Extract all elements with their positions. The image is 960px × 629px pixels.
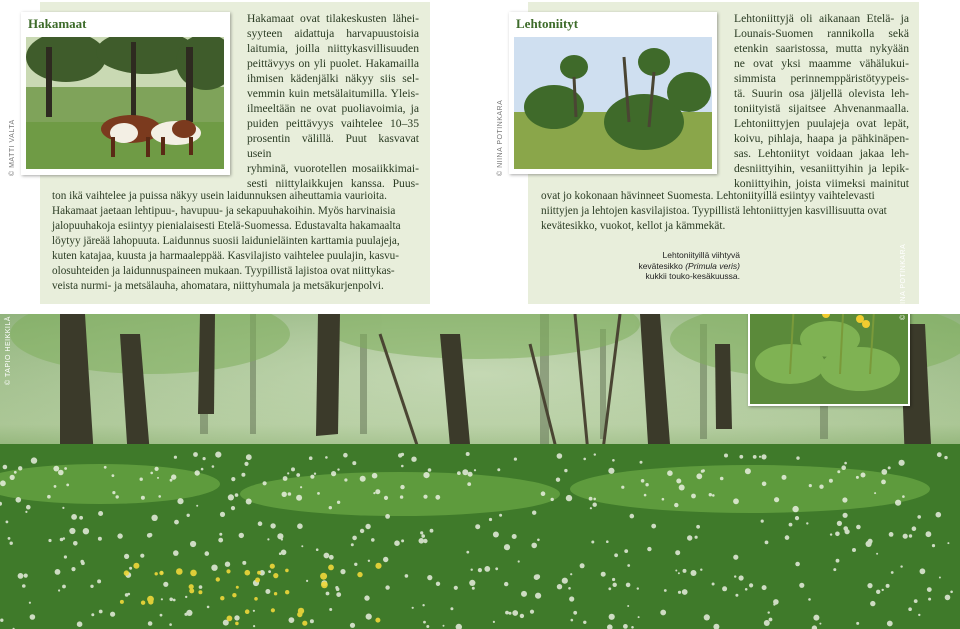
text-line: ryhminä, vuorotellen mosaiikkimai-: [247, 162, 419, 175]
lehtoniityt-wrapped-text: [734, 11, 909, 191]
text-line: ton ikä vaihtelee ja puissa näkyy usein laidunnuksen aiheuttamia vaurioita.: [52, 190, 387, 202]
text-line: veista nurmi- ja metsälauha, ahomatara, niittyhumala ja metsäkurjenpolvi.: [52, 280, 384, 292]
text-line: ovat jo kokonaan hävinneet Suomesta. Lehtoniityillä esiintyy vaihtelevasti: [541, 190, 875, 202]
caption-line: Lehtoniityillä viihtyvä: [662, 250, 740, 260]
text-line: ne ovat yksi maamme vähälukui-: [734, 57, 909, 70]
lehtoniityt-photo-credit: © NIINA POTINKARA: [497, 99, 504, 176]
cattle-photo: [26, 37, 224, 169]
caption-line: kevätesikko (Primula veris): [638, 260, 740, 271]
text-line: ihmisen kädenjälki näkyy siis sel-: [247, 72, 419, 85]
primula-photo-credit: © NIINA POTINKARA: [900, 243, 907, 320]
hakamaat-title: Hakamaat: [28, 16, 87, 31]
text-line: toniityistä sijaitsee Ahvenanmaalla.: [734, 102, 909, 115]
text-line: kuten katajaa, kuusta ja harmaaleppää. Kasvilajisto vaihtelee puulajin, kasvu-: [52, 250, 399, 262]
text-line: Hakamaat ovat tilakeskusten lähei-: [247, 12, 419, 25]
text-line: simmista perinnemppäristötyypeis-: [734, 72, 909, 85]
text-line: laitumia, joilla niittykasvillisuuden: [247, 42, 419, 55]
hakamaat-photo-credit: © MATTI VALTA: [9, 119, 16, 176]
text-line: etenkin saaristossa, mutta nykyään: [734, 42, 909, 55]
hakamaat-wrapped-text: [247, 11, 419, 191]
text-line: olosuhteiden ja laidunnuspaineen mukaan. Tyypillistä lajistoa ovat niittykas-: [52, 265, 395, 277]
text-line: sas. Lehtoniityt voidaan jakaa leh-: [734, 147, 909, 160]
forest-photo-credit: © TAPIO HEIKKILÄ: [5, 316, 12, 385]
text-line: koniittyihin, joista viimeksi mainitut: [734, 177, 909, 190]
text-line: Lehtoniittyjä oli aikanaan Etelä- ja: [734, 12, 909, 25]
text-line: syyteen aidattuja harvapuustoisia: [247, 27, 419, 40]
text-line: niittyjen ja lehtojen kasvilajistoa. Tyypillistä lehtoniittyjen kasvillisuutta ovat: [541, 205, 887, 217]
primula-photo-card: [748, 314, 910, 406]
text-line: sesti niittylaikkujen kanssa. Puus-: [247, 177, 419, 190]
text-line: peittävyys on yli puolet. Hakamailla: [247, 57, 419, 70]
lehtoniityt-full-text: [541, 189, 913, 234]
text-line: koivu, pihlaja, haapa ja pähkinäpen-: [734, 132, 909, 145]
lehtoniityt-title: Lehtoniityt: [516, 16, 579, 31]
text-line: puiden peittävyys vaihtelee 10–35: [247, 117, 419, 130]
lehtoniityt-photo-card: [509, 12, 717, 174]
caption-line: kukkii touko-kesäkuussa.: [645, 271, 740, 281]
forest-photo: [0, 314, 960, 629]
text-line: Lounais-Suomen rannikolla sekä: [734, 27, 909, 40]
text-line: prosentin välillä. Puut kasvavat usein: [247, 132, 419, 160]
text-line: desniittyihin, vesaniittyihin ja lepik-: [734, 162, 909, 175]
text-line: kevätesikko, vuokot, kellot ja kämmekät.: [541, 220, 726, 232]
text-line: tä. Suurin osa jäljellä olevista leh-: [734, 87, 909, 100]
hakamaat-photo-card: [21, 12, 230, 175]
hakamaat-full-text: [52, 189, 422, 294]
text-line: Hakamaat jaetaan lehtipuu-, havupuu- ja sekapuuhakoihin. Myös harvinaisia: [52, 205, 396, 217]
meadow-photo: [514, 37, 712, 169]
text-line: Lehtoniittyjen puulajeja ovat lepät,: [734, 117, 909, 130]
text-line: ilmeeltään ne ovat puoliavoimia, ja: [247, 102, 419, 115]
text-line: jalopuuhakoja esiintyy pienialaisesti Etelä-Suomessa. Edustavalta hakamaalta: [52, 220, 401, 232]
primula-caption: [600, 250, 740, 282]
text-line: vemmin kuin metsälaitumilla. Yleis-: [247, 87, 419, 100]
text-line: löytyy järeää lahopuuta. Laidunnus suosii laidunieläinten karttamia puulajeja,: [52, 235, 400, 247]
